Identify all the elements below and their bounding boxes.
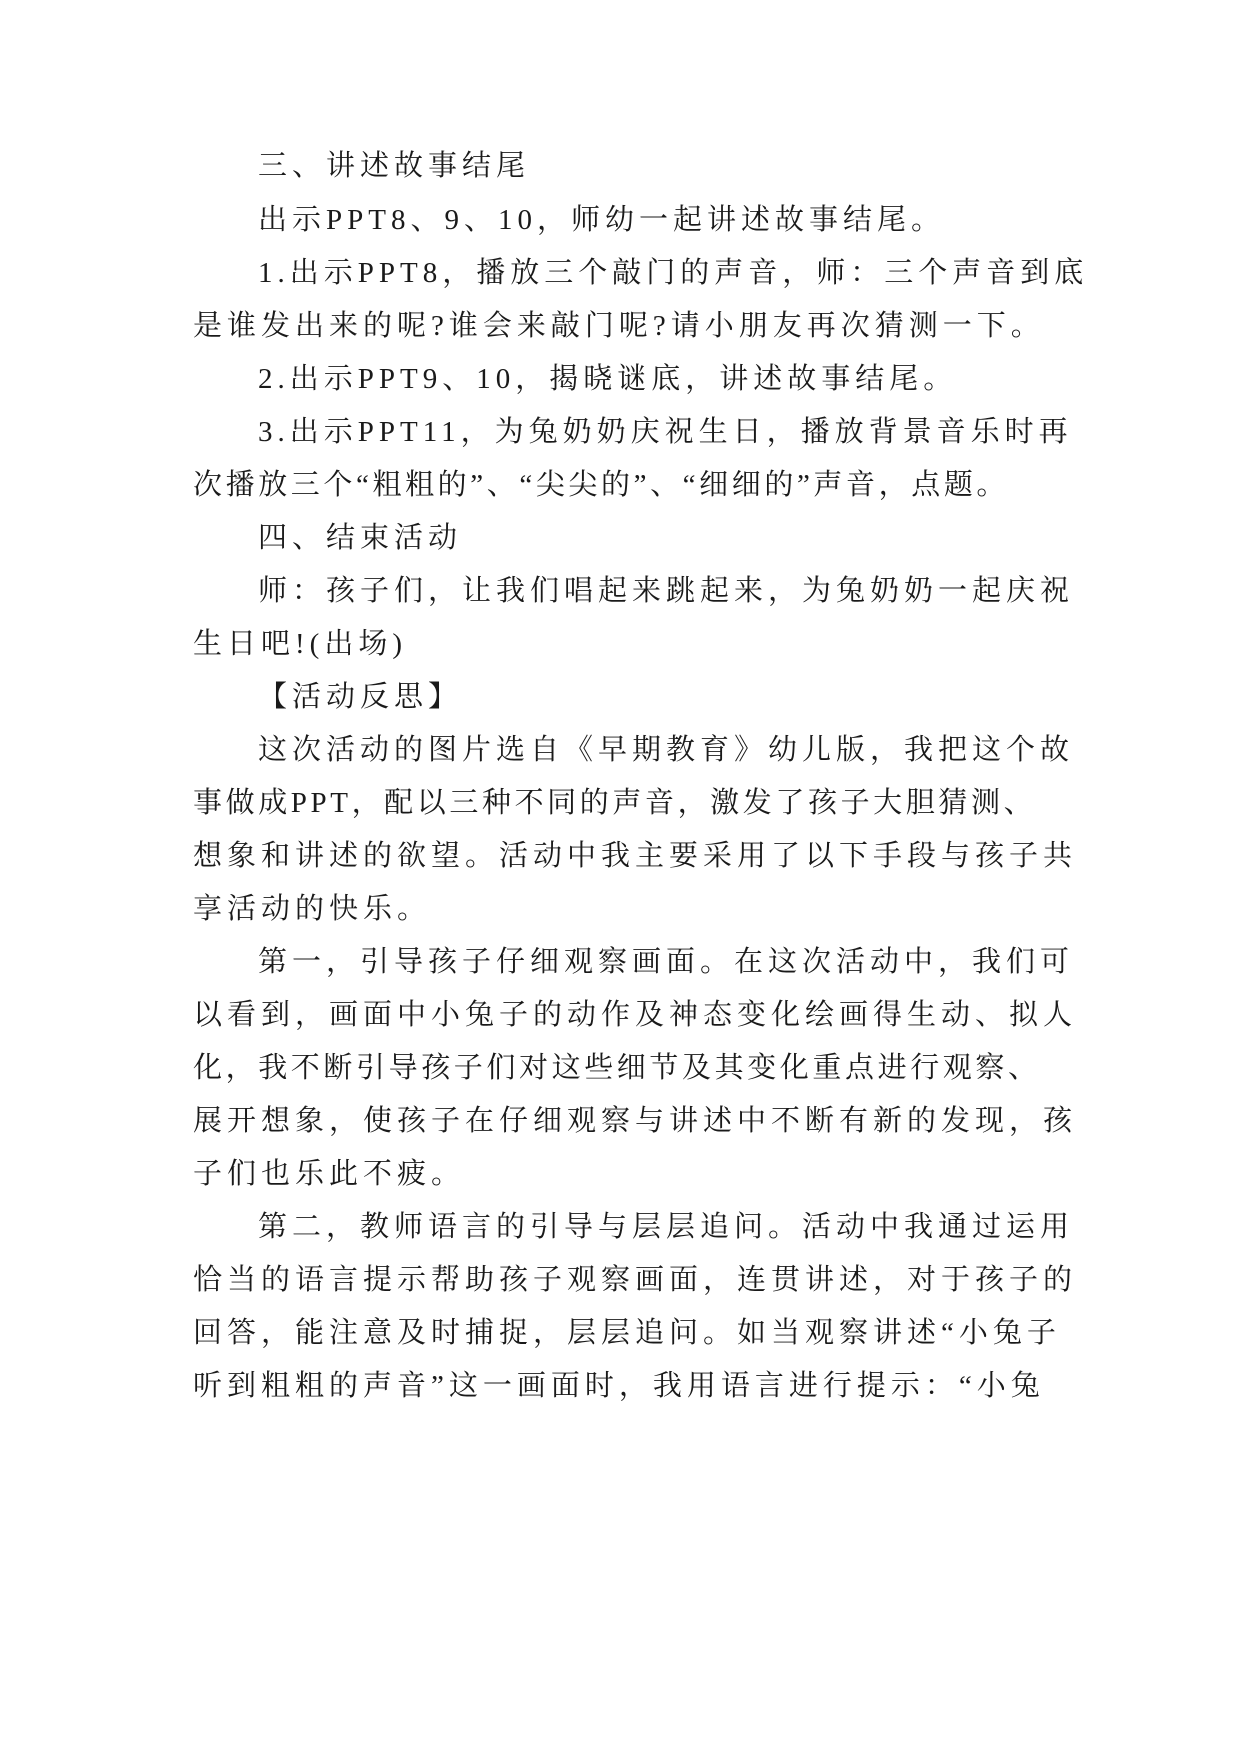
paragraph-line: 生日吧!(出场) bbox=[193, 628, 407, 660]
paragraph-line: 这次活动的图片选自《早期教育》幼儿版，我把这个故 bbox=[258, 734, 1075, 766]
paragraph-line: 恰当的语言提示帮助孩子观察画面，连贯讲述，对于孩子的 bbox=[193, 1264, 1078, 1296]
paragraph-line: 师：孩子们，让我们唱起来跳起来，为兔奶奶一起庆祝 bbox=[258, 575, 1075, 607]
paragraph-line: 3.出示PPT11，为兔奶奶庆祝生日，播放背景音乐时再 bbox=[258, 416, 1073, 448]
paragraph-line: 以看到，画面中小兔子的动作及神态变化绘画得生动、拟人 bbox=[193, 999, 1078, 1031]
paragraph-line: 是谁发出来的呢?谁会来敲门呢?请小朋友再次猜测一下。 bbox=[193, 310, 1045, 342]
paragraph-line: 第二，教师语言的引导与层层追问。活动中我通过运用 bbox=[258, 1211, 1075, 1243]
paragraph-line: 2.出示PPT9、10，揭晓谜底，讲述故事结尾。 bbox=[258, 363, 958, 395]
paragraph-line: 子们也乐此不疲。 bbox=[193, 1158, 466, 1190]
section-heading-4: 四、结束活动 bbox=[258, 522, 463, 554]
paragraph-line: 1.出示PPT8，播放三个敲门的声音，师：三个声音到底 bbox=[258, 257, 1089, 289]
paragraph-line: 出示PPT8、9、10，师幼一起讲述故事结尾。 bbox=[258, 204, 945, 236]
paragraph-line: 回答，能注意及时捕捉，层层追问。如当观察讲述“小兔子 bbox=[193, 1317, 1061, 1349]
reflection-heading: 【活动反思】 bbox=[258, 681, 463, 713]
section-heading-3: 三、讲述故事结尾 bbox=[258, 150, 531, 182]
paragraph-line: 次播放三个“粗粗的”、“尖尖的”、“细细的”声音，点题。 bbox=[193, 469, 1010, 501]
paragraph-line: 听到粗粗的声音”这一画面时，我用语言进行提示：“小兔 bbox=[193, 1370, 1045, 1402]
paragraph-line: 展开想象，使孩子在仔细观察与讲述中不断有新的发现，孩 bbox=[193, 1105, 1078, 1137]
paragraph-line: 化，我不断引导孩子们对这些细节及其变化重点进行观察、 bbox=[193, 1052, 1041, 1084]
paragraph-line: 享活动的快乐。 bbox=[193, 893, 432, 925]
paragraph-line: 事做成PPT，配以三种不同的声音，激发了孩子大胆猜测、 bbox=[193, 787, 1037, 819]
paragraph-line: 想象和讲述的欲望。活动中我主要采用了以下手段与孩子共 bbox=[193, 840, 1078, 872]
paragraph-line: 第一，引导孩子仔细观察画面。在这次活动中，我们可 bbox=[258, 946, 1075, 978]
